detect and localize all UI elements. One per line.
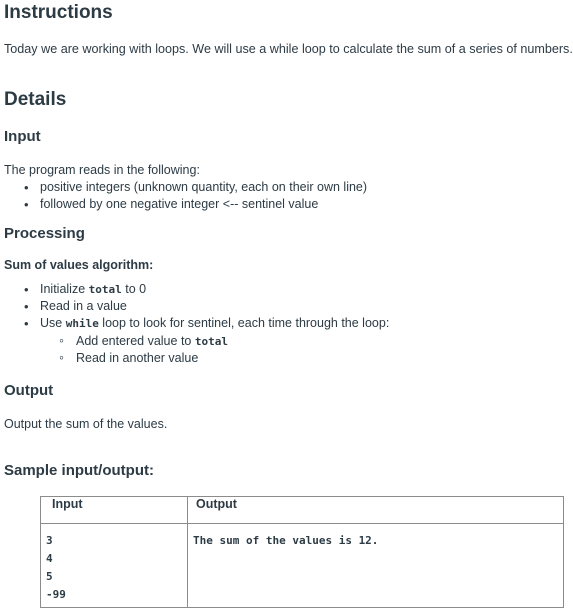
step-text: Add entered value to — [76, 334, 195, 348]
algorithm-subheading: Sum of values algorithm: — [4, 258, 154, 272]
step-text: Use — [40, 316, 66, 330]
loop-substeps — [4, 333, 564, 367]
table-row — [41, 524, 564, 608]
table-header-row — [41, 497, 564, 524]
input-list — [4, 179, 564, 213]
details-heading: Details — [4, 89, 67, 110]
input-heading: Input — [4, 128, 41, 145]
output-heading: Output — [4, 382, 54, 399]
code-total: total — [88, 283, 122, 296]
algorithm-steps — [4, 281, 564, 367]
column-header-output: Output — [188, 497, 564, 524]
input-lead: The program reads in the following: — [4, 163, 200, 177]
processing-heading: Processing — [4, 225, 85, 242]
step-text: to 0 — [121, 282, 147, 296]
sample-heading: Sample input/output: — [4, 462, 154, 479]
processing-section — [4, 281, 564, 367]
output-line: The sum of the values is 12. — [193, 534, 379, 547]
input-line: 4 — [46, 552, 53, 565]
code-total: total — [194, 335, 228, 348]
list-item: • followed by one negative integer <-- sentinel value — [4, 196, 564, 213]
list-item — [4, 315, 564, 367]
instructions-heading: Instructions — [4, 2, 113, 23]
sample-io-table — [40, 496, 564, 608]
input-line: 5 — [46, 570, 53, 583]
intro-paragraph: Today we are working with loops. We will use a while loop to calculate the sum of a series of numbers. — [4, 42, 573, 56]
input-line: -99 — [46, 588, 66, 601]
input-section — [4, 162, 564, 213]
step-text: Initialize — [40, 282, 89, 296]
input-cell — [41, 524, 188, 608]
output-text: Output the sum of the values. — [4, 417, 168, 431]
list-item: • Read in a value — [4, 298, 564, 315]
list-item — [4, 333, 564, 350]
column-header-input: Input — [41, 497, 188, 524]
input-line: 3 — [46, 534, 53, 547]
list-item: • positive integers (unknown quantity, each on their own line) — [4, 179, 564, 196]
list-item — [4, 281, 564, 298]
output-cell — [188, 524, 564, 608]
list-item: ◦ Read in another value — [4, 350, 564, 367]
step-text: loop to look for sentinel, each time through the loop: — [98, 316, 390, 330]
code-while: while — [65, 317, 99, 330]
